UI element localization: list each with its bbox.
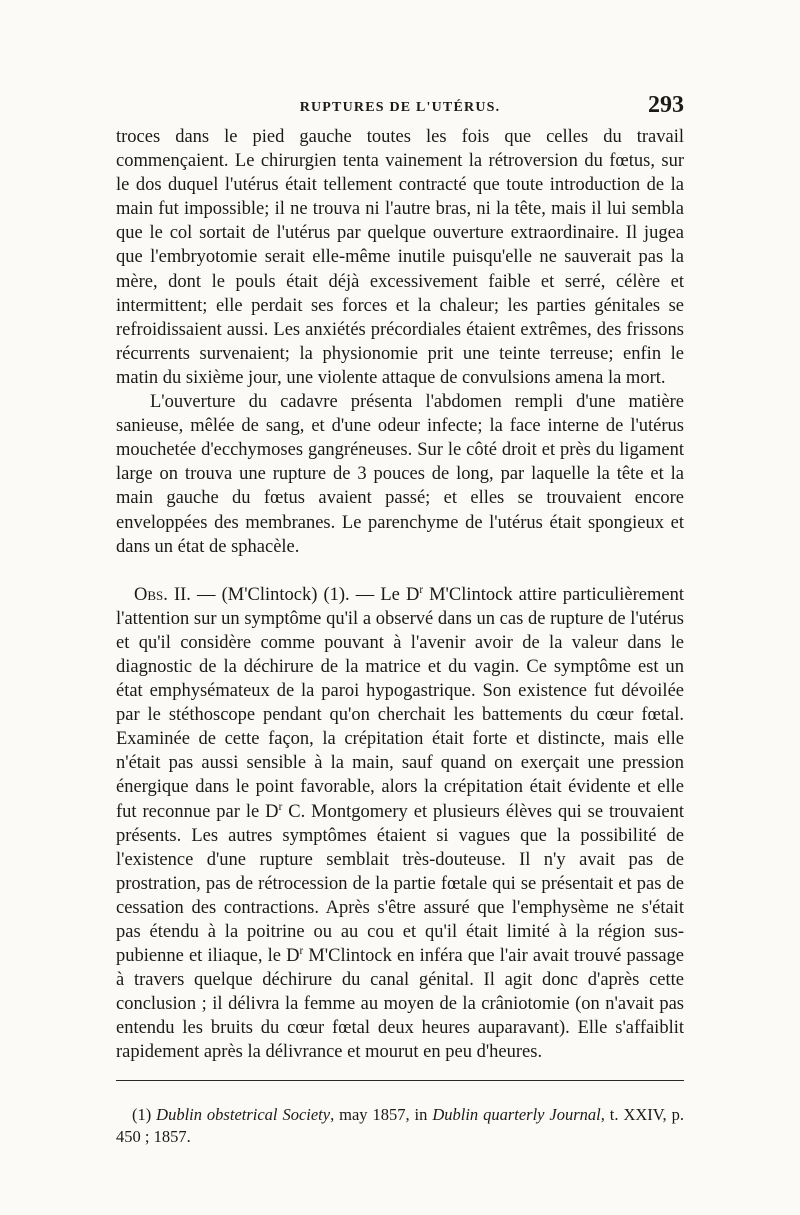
observation-text-1: M'Clintock attire particulièrement l'attention sur un symptôme qu'il a observé dans un cas de rupture de l'utérus et qu'il considère comme pouvant à l'avenir avoir de la valeur dans le diagnostic de la déchirure de la matrice et du vagin. Ce symptôme est un état emphysémateux de la paroi hypogastrique. Son existence fut dévoilée par le stéthoscope pendant qu'on cherchait les battements du cœur fœtal. Examinée de cette façon, la crépitation était forte et distincte, mais elle n'était pas aussi sensible à la main, sauf quand on exerçait une pression énergique dans le point favorable, alors la crépitation était évidente et elle fut reconnue par le D (116, 584, 684, 822)
observation-reference: — (M'Clintock) (1). — Le D (190, 584, 420, 605)
paragraph-observation-2 (116, 583, 684, 1065)
page-header (116, 92, 684, 122)
observation-text-2: C. Montgomery et plusieurs élèves qui se trouvaient présents. Les autres symptômes étaient si vagues que la possibilité de l'existence d'une rupture semblait très-douteuse. Il n'y avait pas de prostration, pas de rétrocession de la partie fœtale qui se présentait et pas de cessation des contractions. Après s'être assuré que l'emphysème ne s'était pas étendu à la poitrine ou au cou et qu'il était limité à la région sus-pubienne et iliaque, le D (116, 801, 684, 967)
body-text (116, 125, 684, 1065)
observation-text-3: M'Clintock en inféra que l'air avait trouvé passage à travers quelque déchirure du canal génital. Il agit donc d'après cette conclusion ; il délivra la femme au moyen de la crâniotomie (on n'avait pas entendu les bruits du cœur fœtal deux heures auparavant). Elle s'affaiblit rapidement après la délivrance et mourut en peu d'heures. (116, 946, 684, 1063)
footnote-journal: Dublin quarterly Journal (432, 1105, 601, 1124)
footnote (116, 1104, 684, 1148)
superscript: r (299, 944, 304, 957)
paragraph-autopsy: L'ouverture du cadavre présenta l'abdomen rempli d'une matière sanieuse, mêlée de sang, et d'une odeur infecte; la face interne de l'utérus mouchetée d'ecchymoses gangréneuses. Sur le côté droit et près du ligament large on trouva une rupture de 3 pouces de long, par laquelle la tête et la main gauche du fœtus avaient passé; et elles se trouvaient encore enveloppées des membranes. Le parenchyme de l'utérus était spongieux et dans un état de sphacèle. (116, 392, 684, 557)
footnote-marker: (1) (132, 1105, 157, 1124)
superscript: r (278, 800, 283, 813)
paragraph-continuation: troces dans le pied gauche toutes les fois que celles du travail commençaient. Le chirurgien tenta vainement la rétroversion du fœtus, sur le dos duquel l'utérus était tellement contracté que toute introduction de la main fut impossible; il ne trouva ni l'autre bras, ni la tête, mais il lui sembla que le col sortait de l'utérus par quelque ouverture extraordinaire. Il jugea que l'embryotomie serait elle-même inutile puisqu'elle ne sauverait pas la mère, dont le pouls était déjà excessivement faible et serré, célère et intermittent; elle perdait ses forces et la chaleur; les parties génitales se refroidissaient aussi. Les anxiétés précordiales étaient extrêmes, des frissons récurrents survenaient; la physionomie prit une teinte terreuse; enfin le matin du sixième jour, une violente attaque de convulsions amena la mort. (116, 127, 684, 388)
footnote-divider (116, 1080, 684, 1081)
page-number: 293 (648, 92, 684, 118)
running-title: RUPTURES DE L'UTÉRUS. (299, 100, 501, 115)
observation-label: Obs. II. (134, 584, 191, 605)
footnote-source: Dublin obstetrical Society (156, 1105, 331, 1124)
superscript: r (419, 583, 424, 596)
footnote-end: , t. XXIV, p. 450 ; 1857. (116, 1105, 684, 1146)
footnote-mid: , may 1857, in (330, 1105, 433, 1124)
